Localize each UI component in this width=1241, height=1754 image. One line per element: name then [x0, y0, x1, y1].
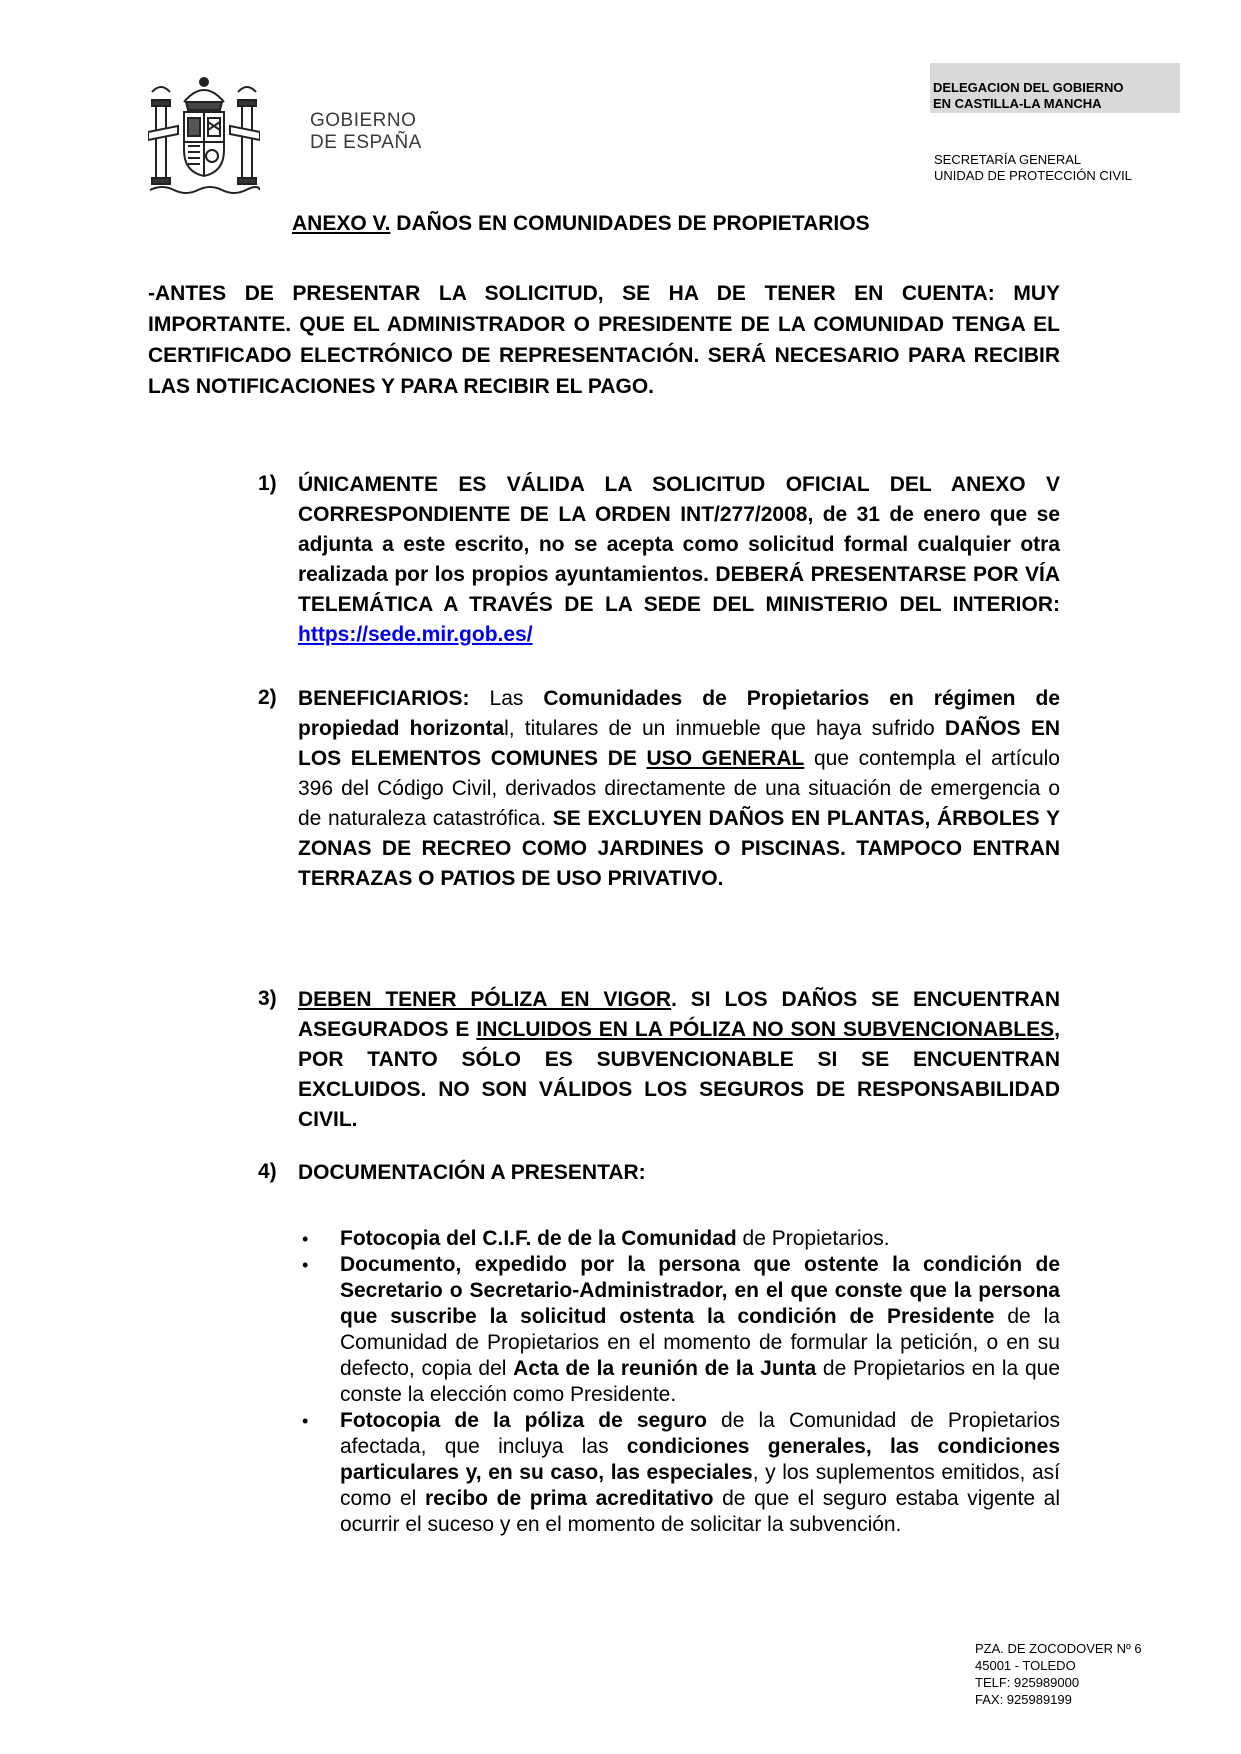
gov-line-2: DE ESPAÑA [310, 132, 422, 153]
secretariat-line-1: SECRETARÍA GENERAL [934, 152, 1082, 167]
bullet-2-part-b: de la Comunidad de Propietarios en el momento de formular la petición, o en su defecto, copia del [340, 1305, 1060, 1380]
item-3-text [298, 985, 1060, 1135]
bullet-1-part-a: Fotocopia del C.I.F. de de la Comunidad [340, 1227, 737, 1250]
item-2-part-b: Las [469, 687, 544, 710]
title-rest: DAÑOS EN COMUNIDADES DE PROPIETARIOS [390, 212, 870, 235]
footer-line-3: TELF: 925989000 [975, 1675, 1080, 1690]
item-3-number: 3) [258, 987, 277, 1010]
item-2-part-d: l, titulares de un inmueble que haya sufrido [504, 717, 945, 740]
list-item [298, 1226, 1060, 1252]
item-1-number: 1) [258, 472, 277, 495]
gov-line-1: GOBIERNO [310, 110, 417, 131]
address-footer [975, 1640, 1142, 1708]
bullet-3-part-a: Fotocopia de la póliza de seguro [340, 1409, 707, 1432]
delegation-box [930, 63, 1180, 113]
item-2-label: BENEFICIARIOS: [298, 687, 470, 710]
sede-link[interactable]: https://sede.mir.gob.es/ [298, 623, 533, 646]
bullet-3-part-c: condiciones generales, las condiciones particulares y, en su caso, las especiales [340, 1435, 1060, 1484]
delegation-line-2: EN CASTILLA-LA MANCHA [933, 96, 1102, 111]
item-1-text [298, 470, 1060, 650]
item-3-part-b: . SI LOS DAÑOS SE ENCUENTRAN ASEGURADOS E [298, 988, 1060, 1041]
bullet-2-part-c: Acta de la reunión de la Junta [513, 1357, 817, 1380]
item-4-text: DOCUMENTACIÓN A PRESENTAR: [298, 1161, 646, 1184]
bullet-3-part-d: , y los suplementos emitidos, así como el [340, 1461, 1060, 1510]
bullet-3-part-b: de la Comunidad de Propietarios afectada, que incluya las [340, 1409, 1060, 1458]
item-3-part-c: INCLUIDOS EN LA PÓLIZA NO SON SUBVENCIONABLES [476, 1018, 1055, 1041]
list-item [298, 1408, 1060, 1538]
document-list [298, 1226, 1060, 1538]
item-2-part-c: Comunidades de Propietarios en régimen de propiedad horizonta [298, 687, 1060, 740]
list-item [298, 1252, 1060, 1408]
title-prefix: ANEXO V. [292, 212, 391, 235]
item-1-body: ÚNICAMENTE ES VÁLIDA LA SOLICITUD OFICIAL DEL ANEXO V CORRESPONDIENTE DE LA ORDEN INT/277/2008, de 31 de enero que se adjunta a este escrito, no se acepta como solicitud formal cualquier otra realizada por los propios ayuntamientos. DEBERÁ PRESENTARSE POR VÍA TELEMÁTICA A TRAVÉS DE LA SEDE DEL MINISTERIO DEL INTERIOR: [298, 473, 1060, 616]
government-name [310, 110, 422, 154]
bullet-2-part-a: Documento, expedido por la persona que ostente la condición de Secretario o Secretario-Administrador, en el que conste que la persona que suscribe la solicitud ostenta la condición de Presidente [340, 1253, 1060, 1328]
footer-line-2: 45001 - TOLEDO [975, 1658, 1076, 1673]
bullet-3-part-e: recibo de prima acreditativo [424, 1487, 714, 1510]
footer-line-1: PZA. DE ZOCODOVER Nº 6 [975, 1641, 1142, 1656]
warning-paragraph: -ANTES DE PRESENTAR LA SOLICITUD, SE HA DE TENER EN CUENTA: MUY IMPORTANTE. QUE EL ADMINISTRADOR O PRESIDENTE DE LA COMUNIDAD TENGA EL CERTIFICADO ELECTRÓNICO DE REPRESENTACIÓN. SERÁ NECESARIO PARA RECIBIR LAS NOTIFICACIONES Y PARA RECIBIR EL PAGO. [148, 282, 1060, 398]
item-2-part-e: DAÑOS EN LOS ELEMENTOS COMUNES DE [298, 717, 1060, 770]
delegation-line-1: DELEGACION DEL GOBIERNO [933, 80, 1124, 95]
bullet-icon: • [302, 1411, 309, 1431]
secretariat-block [934, 152, 1132, 184]
secretariat-line-2: UNIDAD DE PROTECCIÓN CIVIL [934, 168, 1132, 183]
item-4-number: 4) [258, 1160, 277, 1183]
bullet-icon: • [302, 1229, 309, 1249]
coat-of-arms-logo [148, 72, 260, 196]
bullet-icon: • [302, 1255, 309, 1275]
item-2-number: 2) [258, 686, 277, 709]
bullet-1-part-b: de Propietarios. [736, 1227, 890, 1250]
item-2-text [298, 684, 1060, 894]
bullet-3-part-f: de que el seguro estaba vigente al ocurrir el suceso y en el momento de solicitar la subvención. [340, 1487, 1060, 1536]
item-2-part-h: SE EXCLUYEN DAÑOS EN PLANTAS, ÁRBOLES Y ZONAS DE RECREO COMO JARDINES O PISCINAS. TAMPOCO ENTRAN TERRAZAS O PATIOS DE USO PRIVATIVO. [298, 807, 1060, 890]
item-2-part-g: que contempla el artículo 396 del Código Civil, derivados directamente de una situación de emergencia o de naturaleza catastrófica. [298, 747, 1060, 830]
footer-line-4: FAX: 925989199 [975, 1692, 1072, 1707]
document-title [292, 212, 870, 236]
item-2-part-f: USO GENERAL [646, 747, 805, 770]
bullet-2-part-d: de Propietarios en la que conste la elección como Presidente. [340, 1357, 1061, 1406]
item-3-part-a: DEBEN TENER PÓLIZA EN VIGOR [298, 988, 672, 1011]
item-3-part-d: , POR TANTO SÓLO ES SUBVENCIONABLE SI SE ENCUENTRAN EXCLUIDOS. NO SON VÁLIDOS LOS SEGUROS DE RESPONSABILIDAD CIVIL. [298, 1018, 1060, 1131]
